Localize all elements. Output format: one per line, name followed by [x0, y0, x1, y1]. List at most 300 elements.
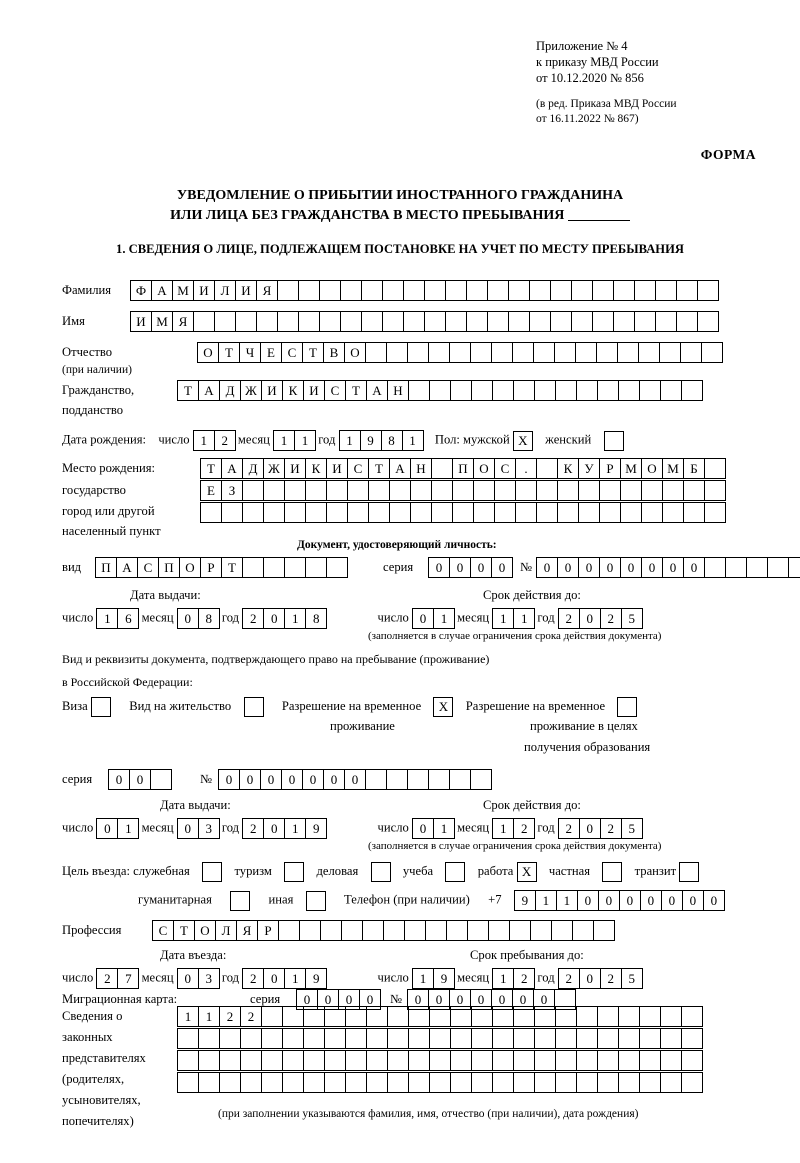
cell[interactable]	[387, 1028, 409, 1049]
cell[interactable]	[263, 557, 285, 578]
cell[interactable]: 1	[284, 968, 306, 989]
cell[interactable]: 0	[533, 989, 555, 1010]
cell[interactable]: Н	[410, 458, 432, 479]
cell[interactable]: 0	[296, 989, 318, 1010]
cell[interactable]	[429, 1028, 451, 1049]
doc-issue-month-input[interactable]	[177, 608, 219, 629]
cell[interactable]	[263, 480, 285, 501]
cell[interactable]	[261, 1028, 283, 1049]
cell[interactable]	[620, 480, 642, 501]
cell[interactable]	[449, 342, 471, 363]
cell[interactable]	[681, 1050, 703, 1071]
cell[interactable]	[634, 280, 656, 301]
cell[interactable]: 0	[129, 769, 151, 790]
cell[interactable]	[319, 280, 341, 301]
cell[interactable]	[470, 769, 492, 790]
entry-month-input[interactable]	[177, 968, 219, 989]
cell[interactable]	[389, 480, 411, 501]
cell[interactable]: 1	[402, 430, 424, 451]
cell[interactable]	[660, 1050, 682, 1071]
cell[interactable]: 0	[577, 890, 599, 911]
cell[interactable]	[487, 280, 509, 301]
cell[interactable]	[361, 280, 383, 301]
cell[interactable]: 0	[263, 968, 285, 989]
cell[interactable]	[492, 1072, 514, 1093]
cell[interactable]: 9	[305, 968, 327, 989]
cell[interactable]: З	[221, 480, 243, 501]
cell[interactable]	[387, 1050, 409, 1071]
cell[interactable]: 0	[428, 989, 450, 1010]
cell[interactable]	[431, 480, 453, 501]
cell[interactable]: 0	[598, 890, 620, 911]
cell[interactable]	[299, 920, 321, 941]
cell[interactable]: 2	[600, 818, 622, 839]
cell[interactable]	[660, 1072, 682, 1093]
cell[interactable]	[509, 920, 531, 941]
cell[interactable]: И	[261, 380, 283, 401]
cell[interactable]: 2	[600, 968, 622, 989]
cell[interactable]	[284, 480, 306, 501]
cell[interactable]	[550, 280, 572, 301]
cell[interactable]	[513, 1006, 535, 1027]
cell[interactable]: 1	[433, 608, 455, 629]
cell[interactable]	[445, 311, 467, 332]
cell[interactable]	[467, 920, 489, 941]
cell[interactable]	[366, 1072, 388, 1093]
cell[interactable]	[487, 311, 509, 332]
cell[interactable]: 2	[558, 968, 580, 989]
cell[interactable]	[697, 311, 719, 332]
cell[interactable]	[368, 480, 390, 501]
cell[interactable]	[641, 480, 663, 501]
cell[interactable]	[534, 1028, 556, 1049]
cell[interactable]	[788, 557, 800, 578]
entry-year-input[interactable]	[242, 968, 326, 989]
cell[interactable]	[534, 1072, 556, 1093]
cell[interactable]: 1	[177, 1006, 199, 1027]
cell[interactable]	[513, 1028, 535, 1049]
cell[interactable]	[278, 920, 300, 941]
cell[interactable]	[366, 1006, 388, 1027]
cell[interactable]	[508, 280, 530, 301]
cell[interactable]: 0	[491, 557, 513, 578]
cell[interactable]	[450, 1072, 472, 1093]
cell[interactable]: А	[116, 557, 138, 578]
cell[interactable]	[193, 311, 215, 332]
cell[interactable]	[410, 502, 432, 523]
stay-valid-month-input[interactable]	[492, 818, 534, 839]
cell[interactable]	[725, 557, 747, 578]
cell[interactable]	[473, 480, 495, 501]
cell[interactable]: 0	[579, 968, 601, 989]
cell[interactable]: 8	[198, 608, 220, 629]
cell[interactable]	[424, 311, 446, 332]
stay-number-input[interactable]	[218, 769, 491, 790]
cell[interactable]: 0	[428, 557, 450, 578]
cell[interactable]: 0	[557, 557, 579, 578]
stay-valid-year-input[interactable]	[558, 818, 642, 839]
cell[interactable]: 0	[599, 557, 621, 578]
cell[interactable]	[345, 1006, 367, 1027]
cell[interactable]	[576, 380, 598, 401]
edu-residence-checkbox[interactable]	[617, 697, 637, 717]
purpose-humanitarian-checkbox[interactable]	[230, 891, 250, 911]
cell[interactable]: 0	[641, 557, 663, 578]
cell[interactable]	[597, 1028, 619, 1049]
cell[interactable]	[303, 1006, 325, 1027]
cell[interactable]	[639, 1006, 661, 1027]
cell[interactable]	[662, 480, 684, 501]
cell[interactable]	[261, 1006, 283, 1027]
cell[interactable]	[408, 1028, 430, 1049]
cell[interactable]	[366, 1028, 388, 1049]
legal-rep-line-3-input[interactable]	[177, 1050, 702, 1071]
cell[interactable]	[638, 342, 660, 363]
cell[interactable]	[326, 557, 348, 578]
cell[interactable]: Я	[236, 920, 258, 941]
cell[interactable]	[387, 1072, 409, 1093]
stay-issue-year-input[interactable]	[242, 818, 326, 839]
cell[interactable]	[551, 920, 573, 941]
cell[interactable]	[662, 502, 684, 523]
cell[interactable]	[407, 769, 429, 790]
cell[interactable]	[303, 1050, 325, 1071]
cell[interactable]	[404, 920, 426, 941]
cell[interactable]: 1	[198, 1006, 220, 1027]
cell[interactable]	[242, 557, 264, 578]
sex-male-checkbox[interactable]: X	[513, 431, 533, 451]
cell[interactable]	[366, 1050, 388, 1071]
cell[interactable]: Я	[172, 311, 194, 332]
cell[interactable]: Ч	[239, 342, 261, 363]
cell[interactable]	[555, 1028, 577, 1049]
cell[interactable]: 0	[177, 968, 199, 989]
cell[interactable]	[445, 280, 467, 301]
cell[interactable]	[219, 1050, 241, 1071]
cell[interactable]	[576, 1028, 598, 1049]
cell[interactable]	[319, 311, 341, 332]
cell[interactable]: 0	[359, 989, 381, 1010]
cell[interactable]	[365, 769, 387, 790]
cell[interactable]	[571, 311, 593, 332]
cell[interactable]	[198, 1072, 220, 1093]
name-input[interactable]	[130, 311, 718, 332]
cell[interactable]: 0	[536, 557, 558, 578]
visa-checkbox[interactable]	[91, 697, 111, 717]
cell[interactable]	[618, 380, 640, 401]
cell[interactable]	[613, 280, 635, 301]
cell[interactable]	[410, 480, 432, 501]
cell[interactable]	[408, 1006, 430, 1027]
cell[interactable]	[767, 557, 789, 578]
cell[interactable]: 0	[218, 769, 240, 790]
cell[interactable]: 0	[412, 608, 434, 629]
cell[interactable]	[680, 342, 702, 363]
cell[interactable]: С	[494, 458, 516, 479]
cell[interactable]	[431, 502, 453, 523]
citizenship-input[interactable]	[177, 380, 702, 401]
cell[interactable]: 0	[412, 818, 434, 839]
cell[interactable]: 5	[621, 608, 643, 629]
cell[interactable]: 0	[470, 989, 492, 1010]
cell[interactable]: 2	[219, 1006, 241, 1027]
cell[interactable]	[576, 1006, 598, 1027]
cell[interactable]	[697, 280, 719, 301]
cell[interactable]: 1	[535, 890, 557, 911]
cell[interactable]	[473, 502, 495, 523]
cell[interactable]	[466, 311, 488, 332]
cell[interactable]	[305, 480, 327, 501]
cell[interactable]: М	[151, 311, 173, 332]
cell[interactable]: Т	[345, 380, 367, 401]
cell[interactable]: С	[137, 557, 159, 578]
cell[interactable]	[592, 311, 614, 332]
cell[interactable]	[240, 1050, 262, 1071]
cell[interactable]: Ж	[263, 458, 285, 479]
purpose-study-checkbox[interactable]	[445, 862, 465, 882]
cell[interactable]	[618, 1072, 640, 1093]
cell[interactable]	[557, 480, 579, 501]
cell[interactable]: 2	[513, 968, 535, 989]
cell[interactable]: 0	[683, 557, 705, 578]
cell[interactable]: С	[324, 380, 346, 401]
cell[interactable]	[599, 480, 621, 501]
doc-valid-month-input[interactable]	[492, 608, 534, 629]
cell[interactable]: 0	[449, 989, 471, 1010]
cell[interactable]: Б	[683, 458, 705, 479]
cell[interactable]	[345, 1050, 367, 1071]
profession-input[interactable]	[152, 920, 614, 941]
cell[interactable]	[555, 1050, 577, 1071]
cell[interactable]: 1	[492, 968, 514, 989]
birthplace-line-2-input[interactable]	[200, 480, 725, 501]
cell[interactable]	[368, 502, 390, 523]
purpose-transit-checkbox[interactable]	[679, 862, 699, 882]
cell[interactable]	[613, 311, 635, 332]
cell[interactable]: 1	[492, 818, 514, 839]
cell[interactable]: М	[662, 458, 684, 479]
cell[interactable]: 9	[433, 968, 455, 989]
doc-valid-day-input[interactable]	[412, 608, 454, 629]
doc-valid-year-input[interactable]	[558, 608, 642, 629]
cell[interactable]: С	[152, 920, 174, 941]
cell[interactable]: 0	[96, 818, 118, 839]
cell[interactable]	[492, 380, 514, 401]
cell[interactable]	[450, 1050, 472, 1071]
cell[interactable]	[387, 1006, 409, 1027]
temp-residence-checkbox[interactable]: X	[433, 697, 453, 717]
cell[interactable]	[261, 1050, 283, 1071]
cell[interactable]	[592, 280, 614, 301]
cell[interactable]	[303, 1028, 325, 1049]
sex-female-checkbox[interactable]	[604, 431, 624, 451]
cell[interactable]	[345, 1072, 367, 1093]
cell[interactable]: 7	[117, 968, 139, 989]
cell[interactable]	[198, 1028, 220, 1049]
cell[interactable]	[341, 920, 363, 941]
cell[interactable]	[282, 1028, 304, 1049]
cell[interactable]: Т	[368, 458, 390, 479]
cell[interactable]	[345, 1028, 367, 1049]
cell[interactable]	[536, 480, 558, 501]
cell[interactable]	[425, 920, 447, 941]
cell[interactable]: К	[305, 458, 327, 479]
phone-input[interactable]	[514, 890, 724, 911]
cell[interactable]: 0	[281, 769, 303, 790]
cell[interactable]: 1	[294, 430, 316, 451]
cell[interactable]	[382, 280, 404, 301]
doc-issue-day-input[interactable]	[96, 608, 138, 629]
cell[interactable]: Ж	[240, 380, 262, 401]
cell[interactable]	[347, 480, 369, 501]
cell[interactable]: 6	[117, 608, 139, 629]
cell[interactable]	[515, 502, 537, 523]
cell[interactable]: 0	[512, 989, 534, 1010]
cell[interactable]: 1	[96, 608, 118, 629]
cell[interactable]	[554, 342, 576, 363]
cell[interactable]	[365, 342, 387, 363]
cell[interactable]: 8	[381, 430, 403, 451]
cell[interactable]: А	[389, 458, 411, 479]
cell[interactable]: И	[130, 311, 152, 332]
cell[interactable]: 0	[579, 608, 601, 629]
cell[interactable]	[326, 480, 348, 501]
cell[interactable]: И	[235, 280, 257, 301]
cell[interactable]: 1	[284, 608, 306, 629]
cell[interactable]	[242, 502, 264, 523]
cell[interactable]: 1	[193, 430, 215, 451]
cell[interactable]	[681, 1006, 703, 1027]
cell[interactable]: П	[95, 557, 117, 578]
cell[interactable]: И	[303, 380, 325, 401]
cell[interactable]	[450, 380, 472, 401]
cell[interactable]	[449, 769, 471, 790]
cell[interactable]: 1	[117, 818, 139, 839]
cell[interactable]	[361, 311, 383, 332]
cell[interactable]: 0	[323, 769, 345, 790]
cell[interactable]: И	[284, 458, 306, 479]
cell[interactable]: 0	[578, 557, 600, 578]
cell[interactable]: 5	[621, 818, 643, 839]
cell[interactable]	[620, 502, 642, 523]
cell[interactable]	[305, 502, 327, 523]
cell[interactable]: 0	[108, 769, 130, 790]
cell[interactable]	[282, 1006, 304, 1027]
cell[interactable]: О	[179, 557, 201, 578]
cell[interactable]	[424, 280, 446, 301]
cell[interactable]	[450, 1028, 472, 1049]
cell[interactable]	[513, 380, 535, 401]
cell[interactable]	[386, 769, 408, 790]
cell[interactable]: Ф	[130, 280, 152, 301]
cell[interactable]	[492, 1028, 514, 1049]
cell[interactable]	[536, 458, 558, 479]
cell[interactable]: И	[193, 280, 215, 301]
cell[interactable]	[471, 1006, 493, 1027]
cell[interactable]	[534, 1006, 556, 1027]
cell[interactable]	[555, 1006, 577, 1027]
cell[interactable]: Е	[200, 480, 222, 501]
cell[interactable]: Л	[214, 280, 236, 301]
stay-issue-month-input[interactable]	[177, 818, 219, 839]
cell[interactable]	[324, 1028, 346, 1049]
cell[interactable]: 9	[360, 430, 382, 451]
cell[interactable]: 0	[407, 989, 429, 1010]
cell[interactable]	[408, 1050, 430, 1071]
cell[interactable]	[277, 311, 299, 332]
stay-issue-day-input[interactable]	[96, 818, 138, 839]
doc-issue-year-input[interactable]	[242, 608, 326, 629]
cell[interactable]	[471, 1028, 493, 1049]
cell[interactable]	[452, 502, 474, 523]
cell[interactable]	[534, 380, 556, 401]
cell[interactable]	[408, 1072, 430, 1093]
cell[interactable]	[494, 480, 516, 501]
cell[interactable]: П	[452, 458, 474, 479]
patronymic-input[interactable]	[197, 342, 722, 363]
cell[interactable]: 8	[305, 608, 327, 629]
cell[interactable]	[660, 1006, 682, 1027]
cell[interactable]	[639, 1050, 661, 1071]
cell[interactable]	[512, 342, 534, 363]
cell[interactable]	[429, 380, 451, 401]
cell[interactable]	[340, 311, 362, 332]
cell[interactable]	[683, 480, 705, 501]
birth-year-input[interactable]	[339, 430, 423, 451]
cell[interactable]	[555, 1072, 577, 1093]
cell[interactable]	[282, 1050, 304, 1071]
cell[interactable]	[403, 280, 425, 301]
cell[interactable]: Т	[221, 557, 243, 578]
cell[interactable]	[242, 480, 264, 501]
cell[interactable]	[298, 311, 320, 332]
cell[interactable]	[576, 1072, 598, 1093]
cell[interactable]: К	[557, 458, 579, 479]
cell[interactable]: Я	[256, 280, 278, 301]
purpose-tourism-checkbox[interactable]	[284, 862, 304, 882]
cell[interactable]: 0	[260, 769, 282, 790]
cell[interactable]	[221, 502, 243, 523]
cell[interactable]: Л	[215, 920, 237, 941]
cell[interactable]	[408, 380, 430, 401]
cell[interactable]	[530, 920, 552, 941]
cell[interactable]	[407, 342, 429, 363]
cell[interactable]	[681, 1028, 703, 1049]
doc-type-input[interactable]	[95, 557, 347, 578]
cell[interactable]: 0	[449, 557, 471, 578]
cell[interactable]	[347, 502, 369, 523]
cell[interactable]	[150, 769, 172, 790]
legal-rep-line-1-input[interactable]	[177, 1006, 702, 1027]
cell[interactable]	[324, 1006, 346, 1027]
purpose-other-checkbox[interactable]	[306, 891, 326, 911]
cell[interactable]: О	[641, 458, 663, 479]
cell[interactable]: О	[197, 342, 219, 363]
cell[interactable]	[282, 1072, 304, 1093]
purpose-work-checkbox[interactable]: X	[517, 862, 537, 882]
cell[interactable]	[550, 311, 572, 332]
cell[interactable]: Д	[242, 458, 264, 479]
doc-number-input[interactable]	[536, 557, 800, 578]
cell[interactable]	[491, 342, 513, 363]
cell[interactable]	[701, 342, 723, 363]
cell[interactable]: К	[282, 380, 304, 401]
cell[interactable]: Р	[257, 920, 279, 941]
cell[interactable]: 3	[198, 968, 220, 989]
cell[interactable]	[284, 502, 306, 523]
cell[interactable]: 3	[198, 818, 220, 839]
cell[interactable]	[214, 311, 236, 332]
